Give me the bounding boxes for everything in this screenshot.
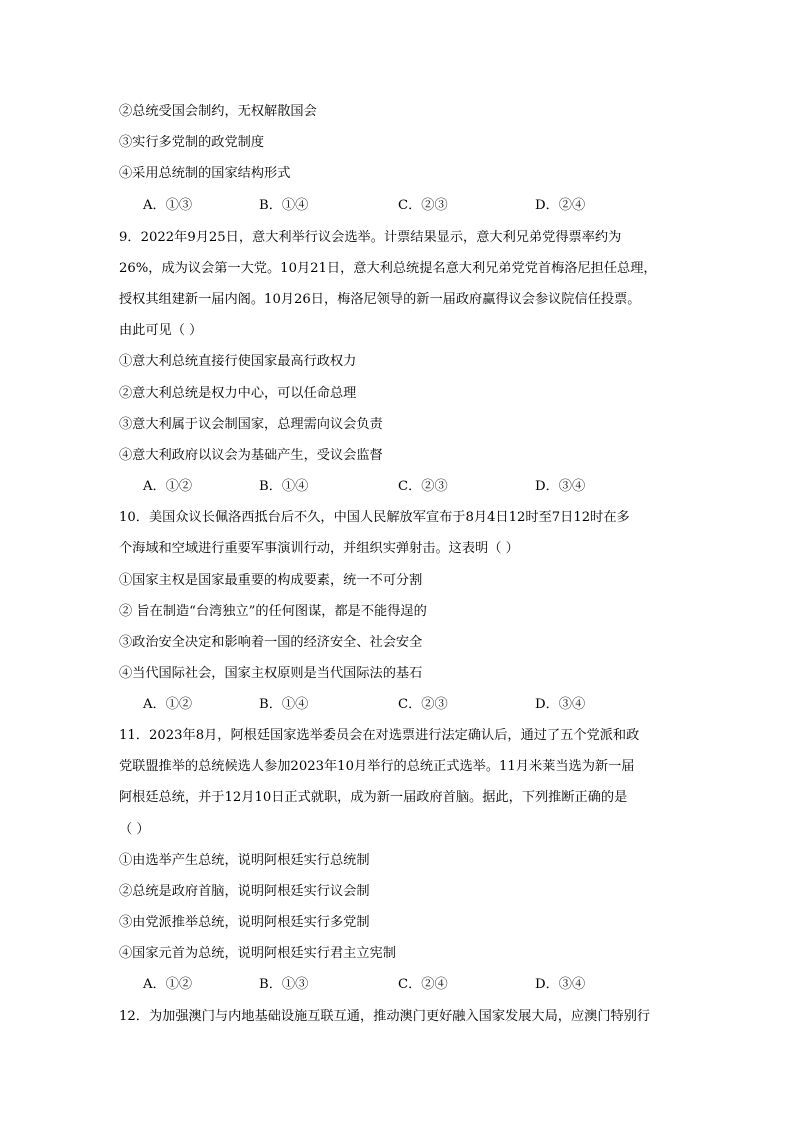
q8-statement-2: ②总统受国会制约，无权解散国会 (119, 104, 317, 119)
q11-statement-4: ④国家元首为总统，说明阿根廷实行君主立宪制 (119, 946, 396, 961)
q9-statement-4: ④意大利政府以议会为基础产生，受议会监督 (119, 448, 383, 463)
q10-option-b: B．①④ (259, 697, 309, 712)
q10-statement-4: ④当代国际社会，国家主权原则是当代国际法的基石 (119, 666, 423, 681)
q9-statement-1: ①意大利总统直接行使国家最高行政权力 (119, 354, 357, 369)
q9-stem-line-4: 由此可见（ ） (119, 323, 203, 338)
q11-statement-2: ②总统是政府首脑，说明阿根廷实行议会制 (119, 884, 370, 899)
q11-option-c: C．②④ (398, 977, 448, 992)
q10-statement-1: ①国家主权是国家最重要的构成要素，统一不可分割 (119, 573, 423, 588)
q8-option-d: D．②④ (535, 198, 586, 213)
q9-options (119, 477, 679, 497)
q11-stem-line-4: （ ） (119, 822, 150, 837)
q9-statement-2: ②意大利总统是权力中心，可以任命总理 (119, 386, 357, 401)
q10-stem-line-1: 10．美国众议长佩洛西抵台后不久，中国人民解放军宣布于8月4日12时至7日12时在多 (119, 510, 630, 525)
q10-option-d: D．③④ (535, 697, 586, 712)
q9-stem-line-3: 授权其组建新一届内阁。10月26日，梅洛尼领导的新一届政府赢得议会参议院信任投票。 (119, 292, 641, 307)
q8-option-c: C．②③ (398, 198, 448, 213)
q8-option-b: B．①④ (259, 198, 309, 213)
q11-statement-1: ①由选举产生总统，说明阿根廷实行总统制 (119, 853, 370, 868)
q11-stem-line-2: 党联盟推举的总统候选人参加2023年10月举行的总统正式选举。11月米莱当选为新一届 (119, 759, 635, 774)
q9-option-c: C．②③ (398, 479, 448, 494)
q9-option-d: D．③④ (535, 479, 586, 494)
q12-stem-line-1: 12．为加强澳门与内地基础设施互联互通，推动澳门更好融入国家发展大局，应澳门特别行 (119, 1009, 651, 1024)
q11-statement-3: ③由党派推举总统，说明阿根廷实行多党制 (119, 915, 370, 930)
q11-stem-line-1: 11．2023年8月，阿根廷国家选举委员会在对选票进行法定确认后，通过了五个党派和政 (119, 728, 640, 743)
q9-stem-line-1: 9．2022年9月25日，意大利举行议会选举。计票结果显示，意大利兄弟党得票率约为 (119, 230, 622, 245)
q11-stem-line-3: 阿根廷总统，并于12月10日正式就职，成为新一届政府首脑。据此，下列推断正确的是 (119, 790, 628, 805)
q11-option-d: D．③④ (535, 977, 586, 992)
q11-options (119, 975, 679, 995)
q10-option-a: A．①② (143, 697, 193, 712)
q10-statement-2: ② 旨在制造“台湾独立”的任何图谋，都是不能得逞的 (119, 604, 427, 619)
q10-option-c: C．②③ (398, 697, 448, 712)
q8-statement-3: ③实行多党制的政党制度 (119, 135, 265, 150)
q11-option-b: B．①③ (259, 977, 309, 992)
q9-option-b: B．①④ (259, 479, 309, 494)
q8-options (119, 196, 679, 216)
q9-option-a: A．①② (143, 479, 193, 494)
q9-stem-line-2: 26%，成为议会第一大党。10月21日，意大利总统提名意大利兄弟党党首梅洛尼担任总理， (119, 261, 657, 276)
q10-options (119, 695, 679, 715)
q10-statement-3: ③政治安全决定和影响着一国的经济安全、社会安全 (119, 635, 423, 650)
q8-option-a: A．①③ (143, 198, 193, 213)
q10-stem-line-2: 个海域和空域进行重要军事演训行动，并组织实弹射击。这表明（ ） (119, 541, 519, 556)
q11-option-a: A．①② (143, 977, 193, 992)
q8-statement-4: ④采用总统制的国家结构形式 (119, 166, 291, 181)
q9-statement-3: ③意大利属于议会制国家，总理需向议会负责 (119, 417, 383, 432)
